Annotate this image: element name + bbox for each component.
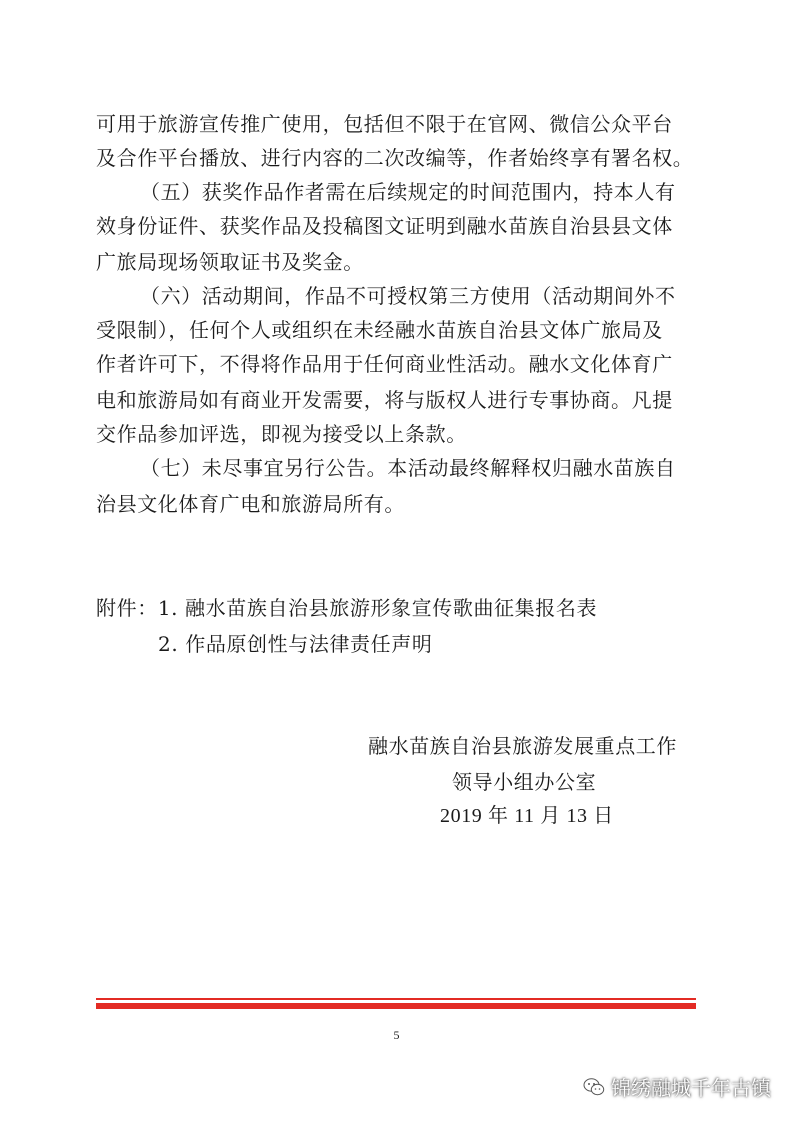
body-line: 交作品参加评选，即视为接受以上条款。 bbox=[96, 422, 467, 446]
body-line: 广旅局现场领取证书及奖金。 bbox=[96, 250, 364, 274]
attachments-label: 附件： bbox=[96, 596, 158, 620]
body-line: 受限制），任何个人或组织在未经融水苗族自治县文体广旅局及 bbox=[96, 318, 663, 342]
signature-date: 2019 年 11 月 13 日 bbox=[440, 805, 614, 827]
wechat-logo-icon bbox=[583, 1077, 605, 1097]
body-line: 及合作平台播放、进行内容的二次改编等，作者始终享有署名权。 bbox=[96, 146, 694, 170]
signature-org: 领导小组办公室 bbox=[452, 770, 597, 794]
footer-rule bbox=[96, 998, 696, 1000]
signature-org: 融水苗族自治县旅游发展重点工作 bbox=[368, 734, 677, 758]
body-line: 效身份证件、获奖作品及投稿图文证明到融水苗族自治县县文体 bbox=[96, 214, 673, 238]
body-line: 可用于旅游宣传推广使用，包括但不限于在官网、微信公众平台 bbox=[96, 112, 673, 136]
body-line: 电和旅游局如有商业开发需要，将与版权人进行专事协商。凡提 bbox=[96, 388, 673, 412]
body-line: 治县文化体育广电和旅游局所有。 bbox=[96, 492, 405, 516]
watermark-text: 锦绣融城千年古镇 bbox=[611, 1076, 771, 1100]
watermark bbox=[583, 1072, 771, 1101]
attachment-line-1 bbox=[96, 596, 597, 620]
footer-rule bbox=[96, 1003, 696, 1009]
attachment-item: 2. 作品原创性与法律责任声明 bbox=[158, 632, 433, 656]
body-line: 作者许可下，不得将作品用于任何商业性活动。融水文化体育广 bbox=[96, 352, 673, 376]
page-number: 5 bbox=[393, 1028, 400, 1042]
body-line: （七）未尽事宜另行公告。本活动最终解释权归融水苗族自 bbox=[140, 456, 676, 480]
body-line: （六）活动期间，作品不可授权第三方使用（活动期间外不 bbox=[140, 284, 676, 308]
attachment-item: 1. 融水苗族自治县旅游形象宣传歌曲征集报名表 bbox=[157, 596, 598, 620]
body-line: （五）获奖作品作者需在后续规定的时间范围内，持本人有 bbox=[140, 180, 676, 204]
